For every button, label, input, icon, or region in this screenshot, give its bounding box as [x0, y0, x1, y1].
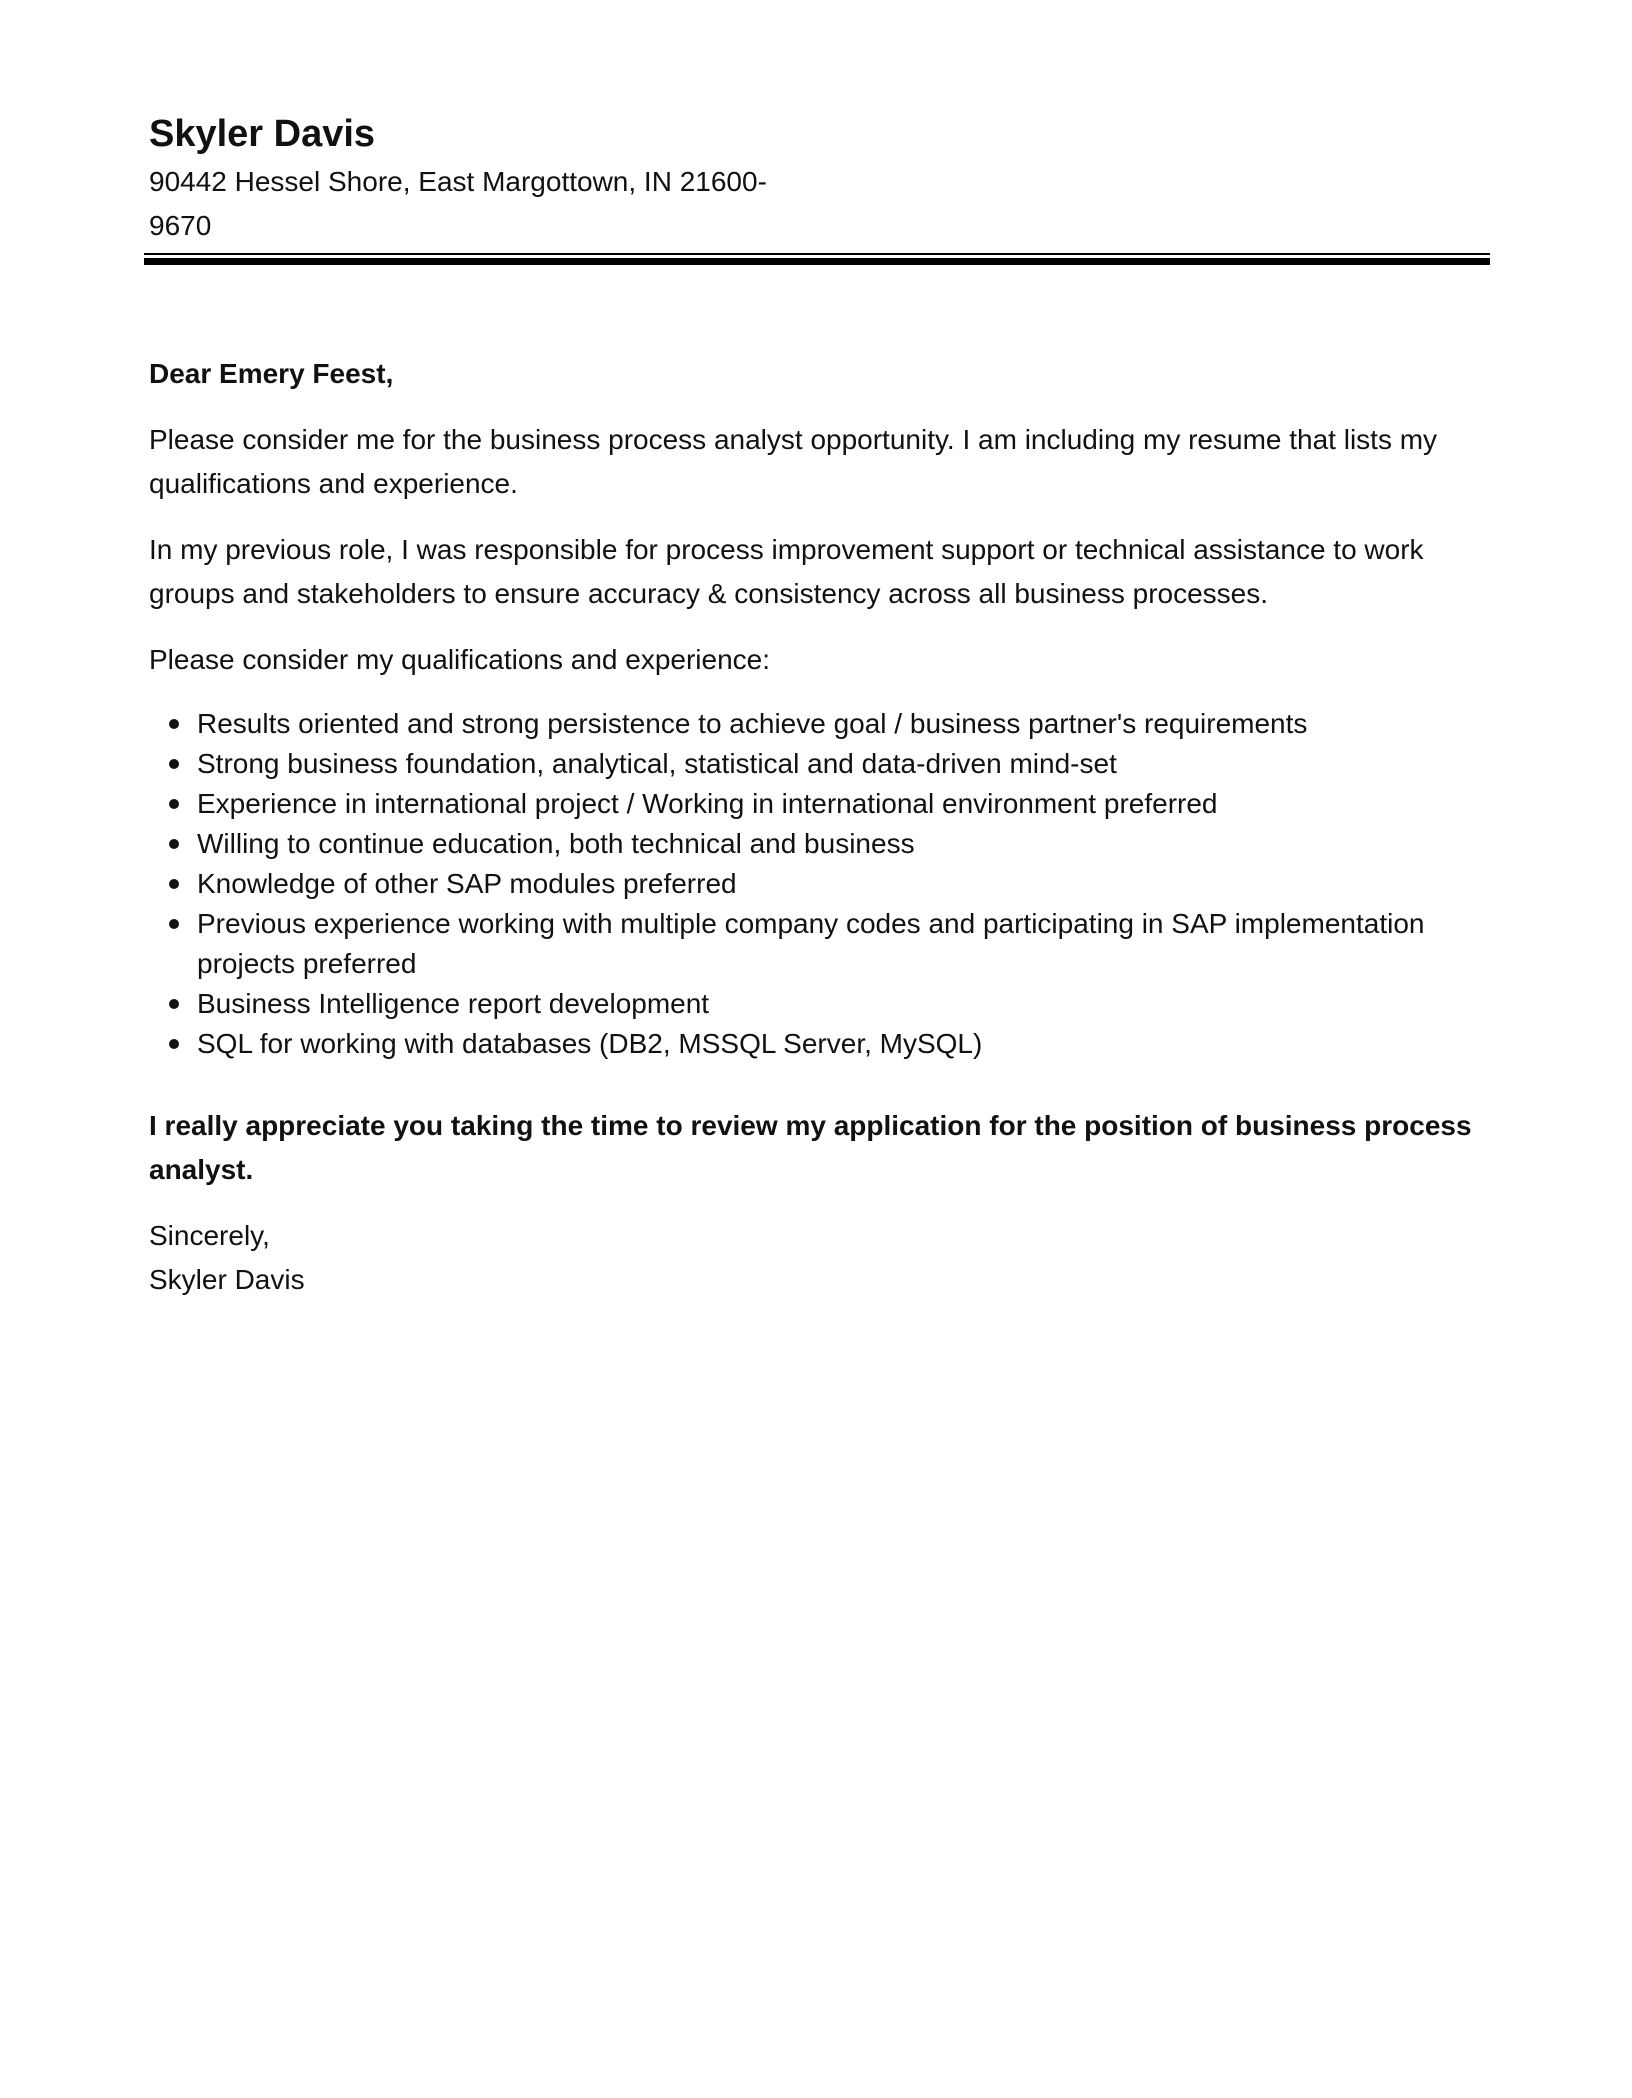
sender-address-line-1: 90442 Hessel Shore, East Margottown, IN 21600-: [149, 166, 767, 197]
bullet-icon: [169, 999, 179, 1009]
bullet-icon: [169, 879, 179, 889]
bullet-icon: [169, 799, 179, 809]
bullet-icon: [169, 919, 179, 929]
list-item-text: Strong business foundation, analytical, statistical and data-driven mind-set: [197, 748, 1117, 779]
list-item-text: Willing to continue education, both technical and business: [197, 828, 915, 859]
list-item: [149, 824, 1479, 864]
signature-name: Skyler Davis: [149, 1264, 305, 1295]
sender-name: Skyler Davis: [149, 113, 376, 155]
list-item-text: Previous experience working with multiple company codes and participating in SAP implementation projects preferred: [197, 908, 1425, 979]
list-item: [149, 1024, 1479, 1064]
closing-statement: I really appreciate you taking the time to review my application for the position of business process analyst.: [149, 1110, 1472, 1185]
sender-address: [149, 160, 789, 248]
list-item: [149, 984, 1479, 1024]
signoff: Sincerely,: [149, 1220, 270, 1251]
letter-header: [149, 108, 1489, 248]
bullet-icon: [169, 719, 179, 729]
list-item-text: SQL for working with databases (DB2, MSSQL Server, MySQL): [197, 1028, 983, 1059]
list-item: [149, 784, 1479, 824]
signoff-block: [149, 1214, 1479, 1302]
list-item-text: Knowledge of other SAP modules preferred: [197, 868, 737, 899]
header-divider-thick: [144, 258, 1490, 265]
paragraph-qualifications-lead: Please consider my qualifications and experience:: [149, 644, 771, 675]
header-divider-thin: [144, 253, 1490, 255]
salutation: Dear Emery Feest,: [149, 358, 394, 389]
paragraph-previous-role: In my previous role, I was responsible for process improvement support or technical assistance to work groups and stakeholders to ensure accuracy & consistency across all business processes.: [149, 534, 1424, 609]
list-item-text: Experience in international project / Working in international environment preferred: [197, 788, 1218, 819]
list-item-text: Results oriented and strong persistence to achieve goal / business partner's requirements: [197, 708, 1308, 739]
list-item: [149, 704, 1479, 744]
list-item: [149, 904, 1479, 984]
qualifications-list: [149, 704, 1479, 1064]
bullet-icon: [169, 759, 179, 769]
sender-address-line-2: 9670: [149, 210, 212, 241]
list-item-text: Business Intelligence report development: [197, 988, 710, 1019]
bullet-icon: [169, 839, 179, 849]
bullet-icon: [169, 1039, 179, 1049]
list-item: [149, 864, 1479, 904]
letter-body: [149, 352, 1479, 1302]
list-item: [149, 744, 1479, 784]
paragraph-intro: Please consider me for the business process analyst opportunity. I am including my resume that lists my qualifications and experience.: [149, 424, 1438, 499]
